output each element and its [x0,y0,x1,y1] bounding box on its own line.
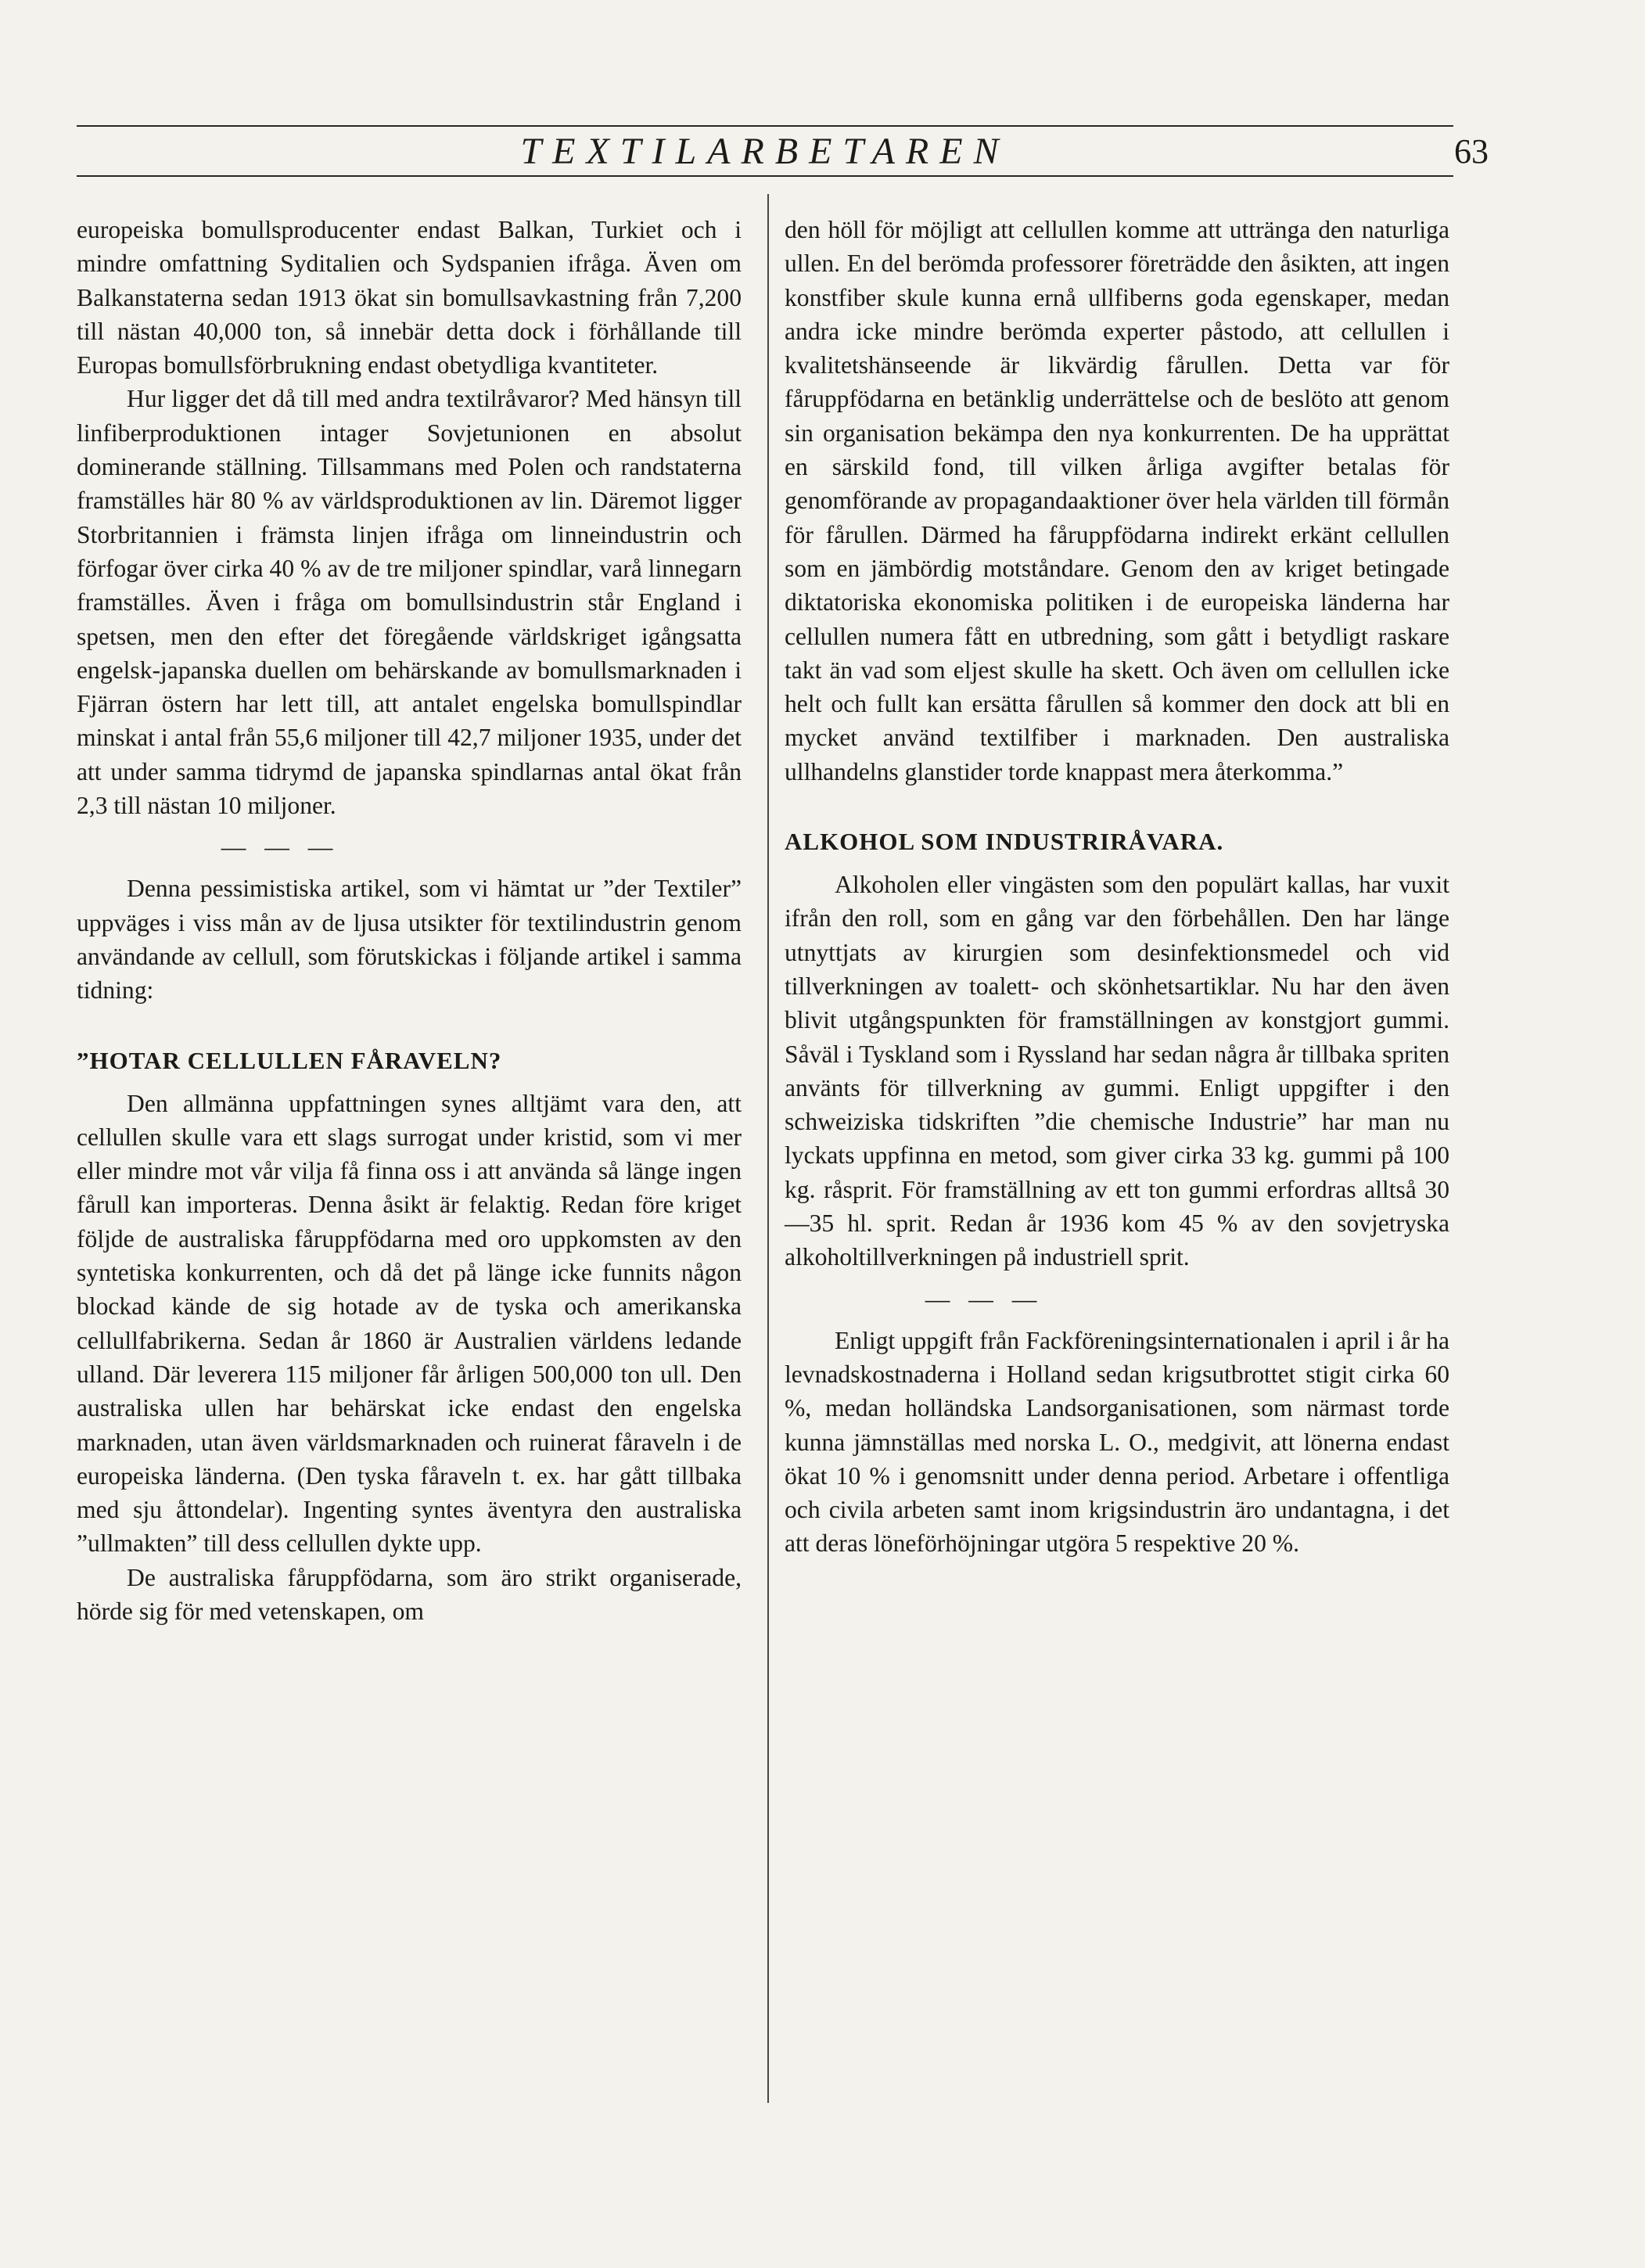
paragraph: Alkoholen eller vingästen som den populärt kallas, har vuxit ifrån den roll, som en gång var den förbehållen. Den har länge utnyttjats av kirurgien som desinfektionsmedel och vid tillverkningen av toalett- och skönhetsartiklar. Nu har den även blivit utgångspunkten för framställningen av konstgjort gummi. Såväl i Tyskland som i Ryssland har sedan några år tillbaka spriten använts för tillverkning av gummi. Enligt uppgifter i den schweiziska tidskriften ”die chemische Industrie” har man nu lyckats uppfinna en metod, som giver cirka 33 kg. gummi på 100 kg. råsprit. För framställning av ett ton gummi erfordras alltså 30—35 hl. sprit. Redan år 1936 kom 45 % av den sovjetryska alkoholtillverkningen på industriell sprit. [785,871,1449,1271]
left-column [77,213,742,1628]
running-title: TEXTILARBETAREN [520,131,1010,172]
paragraph: Den allmänna uppfattningen synes alltjämt vara den, att cellullen skulle vara ett slags surrogat under kristid, som vi mer eller mindre mot vår vilja få finna oss i att använda så länge ingen fårull kan importeras. Denna åsikt är felaktig. Redan före kriget följde de australiska fåruppfödarna med oro uppkomsten av den syntetiska konkurrenten, och då det på länge icke funnits någon blockad kände de sig hotade av de tyska och amerikanska cellullfabrikerna. Sedan år 1860 är Australien världens ledande ulland. Där leverera 115 miljoner får årligen 500,000 ton ull. Den australiska ullen har behärskat icke endast den engelska marknaden, utan även världsmarknaden och ruinerat fåraveln i de europeiska länderna. (Den tyska fåraveln t. ex. har gått tillbaka med sju åttondelar). Ingenting syntes äventyra den australiska ”ullmakten” till dess cellullen dykte upp. [77,1089,742,1558]
header-rule-bottom [77,175,1453,177]
column-divider [767,194,769,2103]
right-column [785,213,1449,1561]
paragraph: europeiska bomullsproducenter endast Balkan, Turkiet och i mindre omfattning Syditalien och Sydspanien ifråga. Även om Balkanstaterna sedan 1913 ökat sin bomullsavkastning från 7,200 till nästan 40,000 ton, så innebär detta dock i förhållande till Europas bomullsförbrukning endast obetydliga kvantiteter. [77,216,742,379]
paragraph: den höll för möjligt att cellullen komme att uttränga den naturliga ullen. En del berömda professorer företrädde den åsikten, att ingen konstfiber skule kunna ernå ullfiberns goda egenskaper, medan andra icke mindre berömda experter påstodo, att cellullen i kvalitetshänseende är likvärdig fårullen. Detta var för fåruppfödarna en betänklig underrättelse och de beslöto att genom sin organisation bekämpa den nya konkurrenten. De ha upprättat en särskild fond, till vilken årliga avgifter betalas för genomförande av propagandaaktioner över hela världen till förmån för fårullen. Därmed ha fåruppfödarna indirekt erkänt cellullen som en jämbördig motståndare. Genom den av kriget betingade diktatoriska ekonomiska politiken i de europeiska länderna har cellullen numera fått en utbredning, som gått i betydligt raskare takt än vad som eljest skulle ha skett. Och även om cellullen icke helt och fullt kan ersätta fårullen så kommer den dock att bli en mycket använd textilfiber i marknaden. Den australiska ullhandelns glanstider torde knappast mera återkomma.” [785,216,1449,785]
paragraph: Denna pessimistiska artikel, som vi hämtat ur ”der Textiler” uppväges i viss mån av de ljusa utsikter för textilindustrin genom användande av cellull, som förutskickas i följande artikel i samma tidning: [77,875,742,1005]
header-rule-top [77,125,1453,127]
section-separator: — — — [221,833,339,861]
section-heading: ALKOHOL SOM INDUSTRIRÅVARA. [785,828,1224,856]
section-heading: ”HOTAR CELLULLEN FÅRAVELN? [77,1046,502,1074]
section-separator: — — — [925,1285,1043,1313]
page-number: 63 [1454,132,1489,171]
paragraph: Enligt uppgift från Fackföreningsinternationalen i april i år ha levnadskostnaderna i Holland sedan krigsutbrottet stigit cirka 60 %, medan holländska Landsorganisationen, som närmast torde kunna jämnställas med norska L. O., medgivit, att lönerna endast ökat 10 % i genomsnitt under denna period. Arbetare i offentliga och civila arbeten samt inom krigsindustrin äro undantagna, i det att deras löneförhöjningar utgöra 5 respektive 20 %. [785,1326,1449,1558]
paragraph: Hur ligger det då till med andra textilråvaror? Med hänsyn till linfiberproduktionen intager Sovjetunionen en absolut dominerande ställning. Tillsammans med Polen och randstaterna framställes här 80 % av världsproduktionen av lin. Däremot ligger Storbritannien i främsta linjen ifråga om linneindustrin och förfogar över cirka 40 % av de tre miljoner spindlar, varå linnegarn framställes. Även i fråga om bomullsindustrin står England i spetsen, men den efter det föregående världskriget igångsatta engelsk-japanska duellen om behärskande av bomullsmarknaden i Fjärran östern har lett till, att antalet engelska bomullspindlar minskat i antal från 55,6 miljoner till 42,7 miljoner 1935, under det att under samma tidrymd de japanska spindlarnas antal ökat från 2,3 till nästan 10 miljoner. [77,385,742,820]
paragraph: De australiska fåruppfödarna, som äro strikt organiserade, hörde sig för med vetenskapen, om [77,1563,742,1625]
